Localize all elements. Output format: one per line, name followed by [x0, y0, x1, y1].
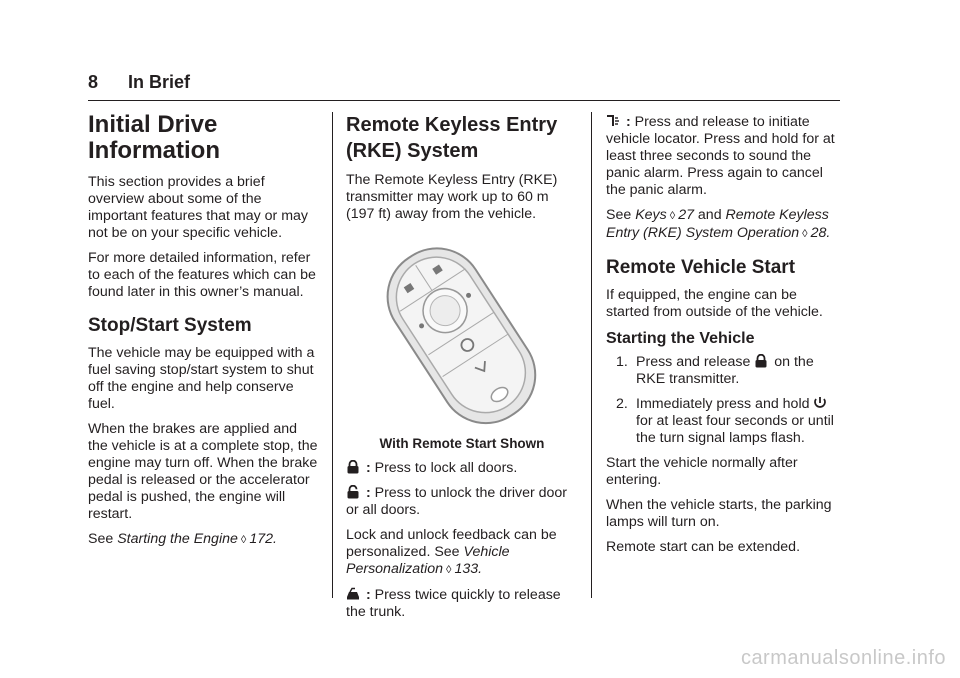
- brakes-paragraph: When the brakes are applied and the vehicle is at a complete stop, the engine may turn off. When the brake pedal is released or the accelerator pedal is pushed, the engine will restart.: [88, 421, 318, 522]
- rke-range-paragraph: The Remote Keyless Entry (RKE) transmitter may work up to 60 m (197 ft) away from the vehicle.: [346, 172, 558, 222]
- trunk-description: : Press twice quickly to release the trunk.: [346, 587, 561, 620]
- trunk-release-icon: [346, 587, 360, 601]
- page-number: 8: [88, 72, 99, 92]
- unlock-icon: [346, 485, 360, 499]
- starting-engine-link[interactable]: Starting the Engine: [117, 531, 238, 547]
- stop-start-paragraph: The vehicle may be equipped with a fuel saving stop/start system to shut off the engine and help conserve fuel.: [88, 345, 315, 412]
- parking-lamps-paragraph: When the vehicle starts, the parking lamps will turn on.: [606, 497, 832, 530]
- start-normally-paragraph: Start the vehicle normally after entering.: [606, 455, 798, 488]
- feedback-paragraph: Lock and unlock feedback can be personalized. See Vehicle Personalization ◊ 133.: [346, 527, 557, 577]
- details-paragraph: For more detailed information, refer to each of the features which can be found later in this owner’s manual.: [88, 250, 316, 300]
- list-item: 1. Press and release on the RKE transmitter.: [616, 354, 814, 387]
- remote-start-paragraph: If equipped, the engine can be started from outside of the vehicle.: [606, 287, 823, 320]
- list-item: 2. Immediately press and hold for at least four seconds or until the turn signal lamps flash.: [616, 396, 834, 446]
- lock-description: : Press to lock all doors.: [346, 460, 578, 477]
- locator-description: : Press and release to initiate vehicle locator. Press and hold for at least three seconds to sound the panic alarm. Press again to cancel the panic alarm.: [606, 114, 835, 198]
- column-1: [88, 108, 320, 557]
- page-ref-28[interactable]: 28.: [810, 225, 831, 241]
- see-keys-paragraph: See Keys ◊ 27 and Remote Keyless Entry (RKE) System Operation ◊ 28.: [606, 207, 831, 241]
- column-divider-1: [332, 112, 333, 598]
- stop-start-heading: Stop/Start System: [88, 315, 252, 336]
- intro-paragraph: This section provides a brief overview about some of the important features that may or may not be on your specific vehicle.: [88, 174, 308, 241]
- header-rule: [88, 100, 840, 101]
- unlock-description: : Press to unlock the driver door or all doors.: [346, 485, 568, 518]
- column-3: [606, 108, 840, 564]
- lock-icon: [346, 460, 360, 474]
- reference-arrow-icon: ◊: [802, 228, 808, 240]
- reference-arrow-icon: ◊: [240, 534, 247, 546]
- see-starting-engine: See Starting the Engine ◊ 172.: [88, 531, 277, 547]
- page-ref-133[interactable]: 133.: [454, 561, 483, 577]
- extended-paragraph: Remote start can be extended.: [606, 539, 801, 555]
- initial-drive-heading: Initial Drive Information: [88, 111, 220, 164]
- starting-vehicle-heading: Starting the Vehicle: [606, 330, 755, 347]
- page-ref-172[interactable]: 172.: [249, 531, 277, 547]
- watermark: carmanualsonline.info: [740, 647, 946, 669]
- vehicle-personalization-link[interactable]: Vehicle Personalization: [346, 544, 510, 577]
- section-title: In Brief: [128, 72, 191, 92]
- rke-operation-link[interactable]: Remote Keyless Entry (RKE) System Operation: [606, 207, 829, 241]
- remote-start-icon: [813, 396, 827, 410]
- remote-start-heading: Remote Vehicle Start: [606, 257, 796, 278]
- reference-arrow-icon: ◊: [669, 210, 676, 222]
- column-2: [346, 108, 578, 629]
- figure-caption: With Remote Start Shown: [379, 436, 545, 451]
- page-ref-27[interactable]: 27: [678, 207, 694, 223]
- start-steps-list: [606, 354, 840, 447]
- column-divider-2: [591, 112, 592, 598]
- rke-heading: Remote Keyless Entry (RKE) System: [346, 114, 558, 162]
- lock-icon: [754, 354, 768, 368]
- page-header: [88, 72, 190, 93]
- key-fob-illustration: [362, 233, 562, 429]
- reference-arrow-icon: ◊: [446, 564, 452, 576]
- keys-link[interactable]: Keys: [635, 207, 667, 223]
- vehicle-locator-icon: [606, 114, 620, 128]
